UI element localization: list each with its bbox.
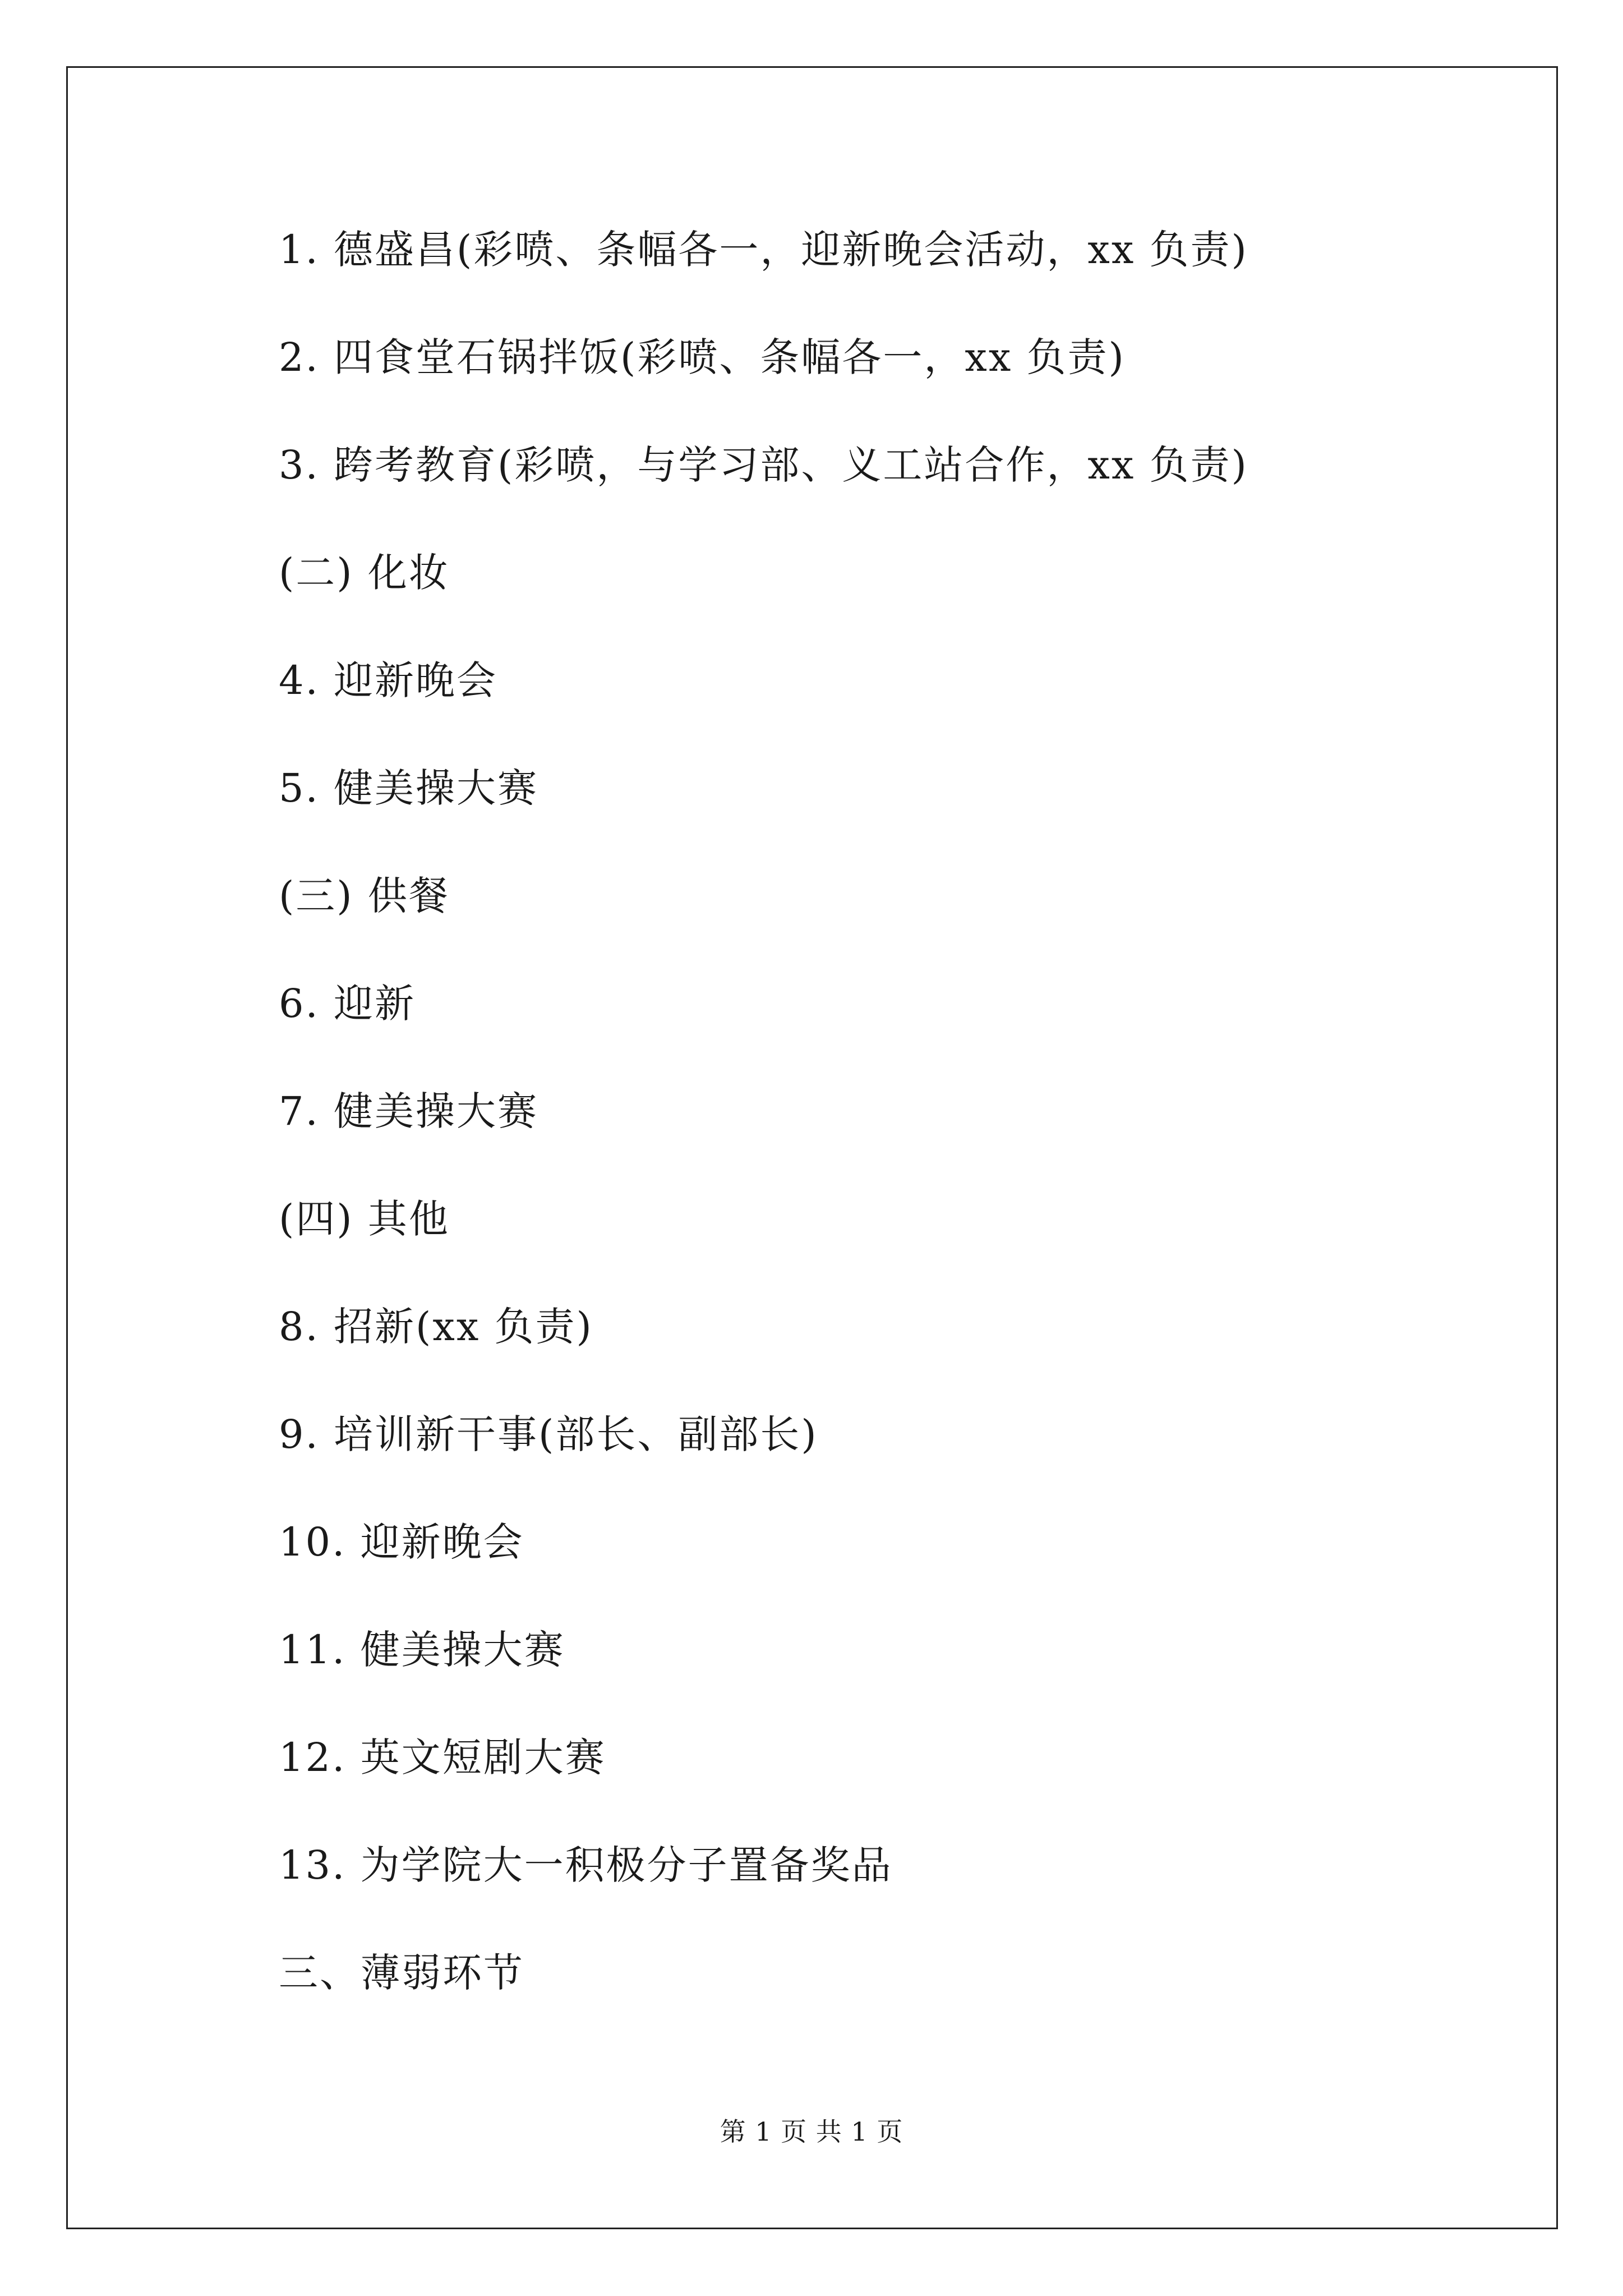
section-heading-other: (四) 其他 [279, 1196, 450, 1242]
list-item-canteen: 2. 四食堂石锅拌饭(彩喷、条幅各一，xx 负责) [279, 334, 1126, 380]
list-item-kuakao: 3. 跨考教育(彩喷，与学习部、义工站合作，xx 负责) [279, 442, 1248, 488]
document-body [279, 216, 1456, 2047]
list-item-welcome: 6. 迎新 [279, 981, 416, 1027]
section-heading-makeup: (二) 化妆 [279, 550, 450, 596]
list-item-prizes: 13. 为学院大一积极分子置备奖品 [279, 1842, 893, 1888]
list-item-welcome-party-2: 10. 迎新晚会 [279, 1519, 524, 1565]
section-heading-catering: (三) 供餐 [279, 873, 450, 919]
list-item-aerobics-2: 7. 健美操大赛 [279, 1088, 539, 1134]
list-item-welcome-party: 4. 迎新晚会 [279, 657, 498, 703]
list-item-training: 9. 培训新干事(部长、副部长) [279, 1411, 818, 1457]
section-heading-weakness: 三、薄弱环节 [279, 1950, 524, 1996]
list-item-aerobics-3: 11. 健美操大赛 [279, 1627, 565, 1673]
list-item-drama: 12. 英文短剧大赛 [279, 1734, 606, 1780]
page-footer: 第 1 页 共 1 页 [720, 2116, 903, 2147]
list-item-aerobics: 5. 健美操大赛 [279, 765, 539, 811]
list-item-recruit: 8. 招新(xx 负责) [279, 1304, 593, 1350]
list-item-desheng: 1. 德盛昌(彩喷、条幅各一，迎新晚会活动，xx 负责) [279, 227, 1248, 273]
